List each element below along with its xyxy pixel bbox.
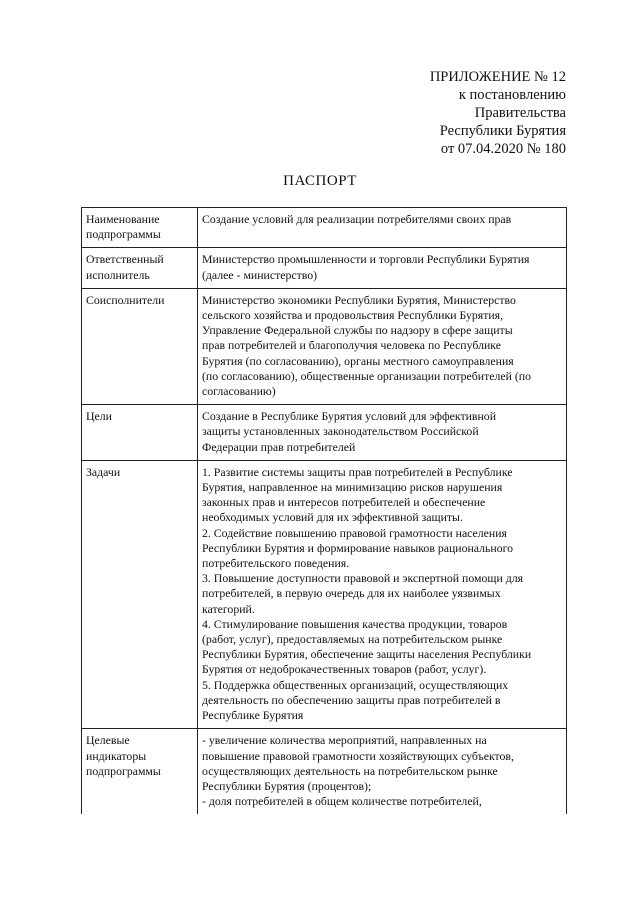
table-row: [82, 405, 567, 461]
value-line: Республики Бурятия, обеспечение защиты населения Республики: [202, 647, 532, 662]
row-label: [82, 460, 198, 728]
row-value: [198, 208, 567, 248]
value-line: 3. Повышение доступности правовой и экспертной помощи для: [202, 571, 524, 586]
value-line: Министерство промышленности и торговли Республики Бурятия: [202, 252, 530, 267]
appendix-line: Республики Бурятия: [439, 123, 566, 139]
value-line: Республики Бурятия (процентов);: [202, 778, 372, 793]
appendix-line: к постановлению: [458, 87, 566, 103]
value-line: 4. Стимулирование повышения качества продукции, товаров: [202, 616, 508, 631]
label-line: Наименование: [86, 212, 160, 226]
row-value: [198, 729, 567, 815]
value-line: Республики Бурятия и формирование навыков рационального: [202, 540, 514, 555]
label-line: Цели: [86, 409, 112, 424]
row-value: [198, 288, 567, 404]
value-line: 2. Содействие повышению правовой грамотности населения: [202, 525, 507, 540]
appendix-line: от 07.04.2020 № 180: [440, 141, 566, 157]
table-row: [82, 208, 567, 248]
row-label: [82, 729, 198, 815]
value-line: потребителей, в первую очередь для их наиболее уязвимых: [202, 586, 501, 601]
label-line: Ответственный: [86, 252, 164, 267]
table-row: [82, 288, 567, 404]
value-line: 5. Поддержка общественных организаций, осуществляющих: [202, 677, 509, 692]
value-line: Управление Федеральной службы по надзору в сфере защиты: [202, 323, 513, 338]
passport-table: [81, 207, 567, 814]
value-line: законных прав и интересов потребителей и обеспечение: [202, 495, 486, 510]
value-line: Создание в Республике Бурятия условий для эффективной: [202, 409, 497, 424]
value-line: Бурятия, направленное на минимизацию рисков нарушения: [202, 480, 503, 495]
appendix-line: Правительства: [474, 105, 566, 121]
value-line: Создание условий для реализации потребителями своих прав: [202, 212, 512, 226]
label-line: индикаторы: [86, 748, 147, 763]
label-line: Целевые: [86, 733, 130, 748]
row-label: [82, 248, 198, 288]
value-line: сельского хозяйства и продовольствия Республики Бурятия,: [202, 308, 504, 323]
table-row: [82, 248, 567, 288]
appendix-header: [430, 68, 566, 158]
row-label: [82, 405, 198, 461]
value-line: - увеличение количества мероприятий, направленных на: [202, 733, 487, 748]
value-line: повышение правовой грамотности хозяйствующих субъектов,: [202, 748, 514, 763]
label-line: Задачи: [86, 464, 121, 479]
value-line: защиты установленных законодательством Российской: [202, 424, 479, 439]
label-line: подпрограммы: [86, 227, 161, 242]
document-title: ПАСПОРТ: [283, 173, 357, 189]
value-line: потребительского поведения.: [202, 556, 350, 571]
table-row: [82, 460, 567, 728]
row-value: [198, 248, 567, 288]
value-line: деятельность по обеспечению защиты прав потребителей в: [202, 692, 501, 707]
value-line: 1. Развитие системы защиты прав потребителей в Республике: [202, 464, 513, 479]
value-line: Республике Бурятия: [202, 708, 304, 723]
appendix-line: ПРИЛОЖЕНИЕ № 12: [429, 69, 566, 85]
row-label: [82, 208, 198, 248]
value-line: Бурятия (по согласованию), органы местного самоуправления: [202, 353, 514, 368]
value-line: (по согласованию), общественные организации потребителей (по: [202, 368, 532, 383]
value-line: (работ, услуг), предоставляемых на потребительском рынке: [202, 632, 503, 647]
label-line: исполнитель: [86, 267, 150, 282]
table-row: [82, 729, 567, 815]
value-line: согласованию): [202, 384, 276, 399]
value-line: - доля потребителей в общем количестве потребителей,: [202, 794, 482, 809]
label-line: подпрограммы: [86, 763, 161, 778]
value-line: Бурятия от недоброкачественных товаров (работ, услуг).: [202, 662, 487, 677]
row-label: [82, 288, 198, 404]
value-line: Министерство экономики Республики Бурятия, Министерство: [202, 292, 516, 307]
value-line: прав потребителей и благополучия человека по Республике: [202, 338, 501, 353]
row-value: [198, 460, 567, 728]
value-line: осуществляющих деятельность на потребительском рынке: [202, 763, 498, 778]
label-line: Соисполнители: [86, 292, 165, 307]
value-line: Федерации прав потребителей: [202, 439, 356, 454]
value-line: (далее - министерство): [202, 267, 318, 282]
value-line: категорий.: [202, 601, 255, 616]
row-value: [198, 405, 567, 461]
value-line: необходимых условий для их эффективной защиты.: [202, 510, 463, 525]
